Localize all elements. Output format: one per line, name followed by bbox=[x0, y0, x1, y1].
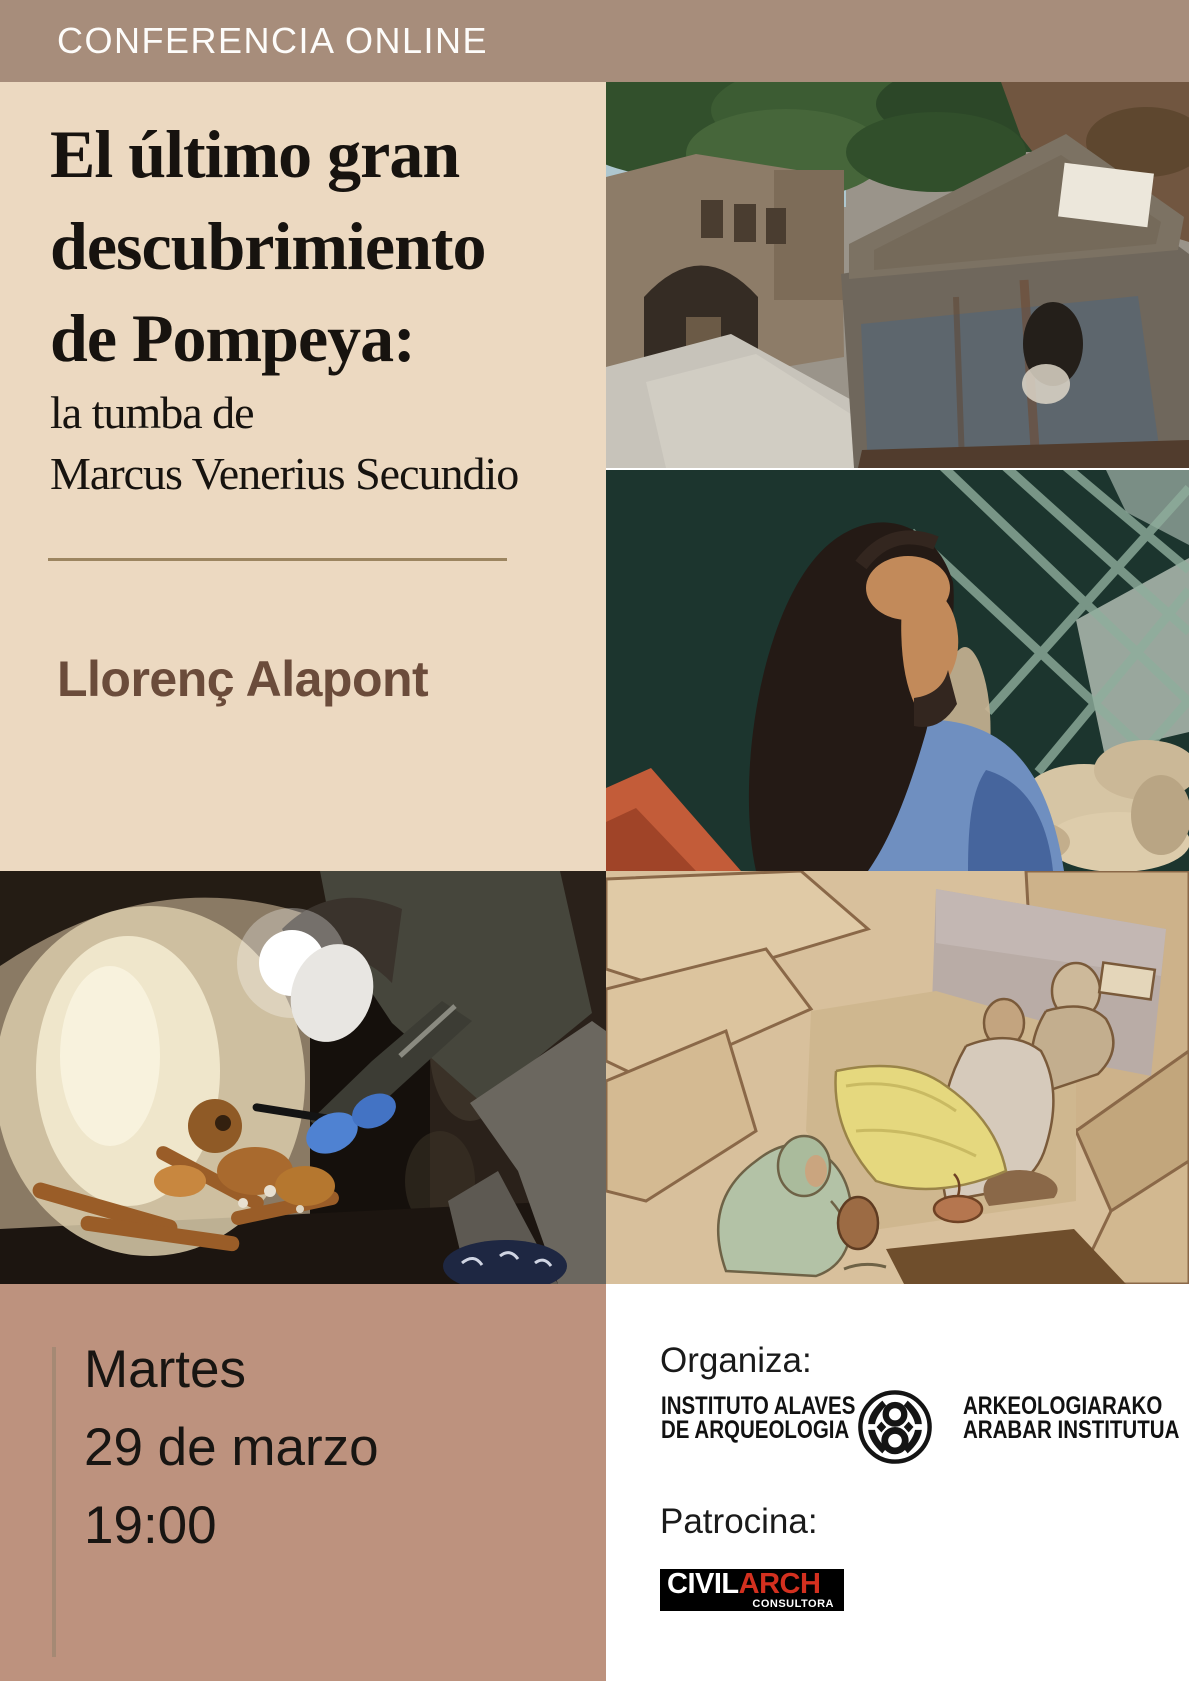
patrocina-label: Patrocina: bbox=[660, 1502, 818, 1541]
civilarch-subtext: CONSULTORA bbox=[752, 1597, 834, 1610]
title-line-1: El último gran bbox=[50, 116, 460, 192]
burial-illustration-art bbox=[606, 871, 1189, 1284]
speaker-name: Llorenç Alapont bbox=[57, 651, 429, 707]
title-line-3: de Pompeya: bbox=[50, 300, 415, 376]
civilarch-accent-text: ARCH bbox=[738, 1567, 821, 1600]
speaker-photo bbox=[606, 470, 1189, 871]
civilarch-logo bbox=[660, 1569, 844, 1611]
speaker-photo-art bbox=[606, 470, 1189, 871]
organizers-panel bbox=[606, 1284, 1189, 1681]
poster-subtitle bbox=[50, 382, 518, 504]
arkeologia-line-2: ARABAR INSTITUTUA bbox=[963, 1416, 1180, 1444]
subtitle-line-2: Marcus Venerius Secundio bbox=[50, 448, 519, 499]
subtitle-line-1: la tumba de bbox=[50, 387, 254, 438]
instituto-line-1: INSTITUTO ALAVES bbox=[661, 1392, 856, 1420]
excavation-photo bbox=[0, 871, 606, 1284]
instituto-line-2: DE ARQUEOLOGIA bbox=[661, 1416, 850, 1444]
instituto-alaves-logo-icon bbox=[856, 1388, 934, 1466]
event-date: 29 de marzo bbox=[84, 1418, 379, 1477]
event-weekday: Martes bbox=[84, 1340, 246, 1399]
civilarch-main-text: CIVIL bbox=[667, 1567, 739, 1600]
tomb-photo bbox=[606, 82, 1189, 468]
title-divider bbox=[48, 558, 507, 561]
organiza-label: Organiza: bbox=[660, 1341, 812, 1380]
arkeologiarako-wordmark bbox=[963, 1394, 1179, 1442]
instituto-alaves-wordmark bbox=[661, 1394, 855, 1442]
event-datetime bbox=[84, 1331, 379, 1565]
arkeologia-line-1: ARKEOLOGIARAKO bbox=[963, 1392, 1163, 1420]
event-time: 19:00 bbox=[84, 1496, 217, 1555]
header-banner bbox=[0, 0, 1189, 82]
event-panel bbox=[0, 1284, 606, 1681]
title-line-2: descubrimiento bbox=[50, 208, 486, 284]
event-accent-rule bbox=[52, 1347, 56, 1657]
excavation-photo-art bbox=[0, 871, 606, 1284]
burial-illustration bbox=[606, 871, 1189, 1284]
poster-title bbox=[50, 108, 486, 384]
header-label: CONFERENCIA ONLINE bbox=[57, 20, 489, 61]
civilarch-wordmark bbox=[660, 1567, 844, 1600]
tomb-photo-art bbox=[606, 82, 1189, 468]
